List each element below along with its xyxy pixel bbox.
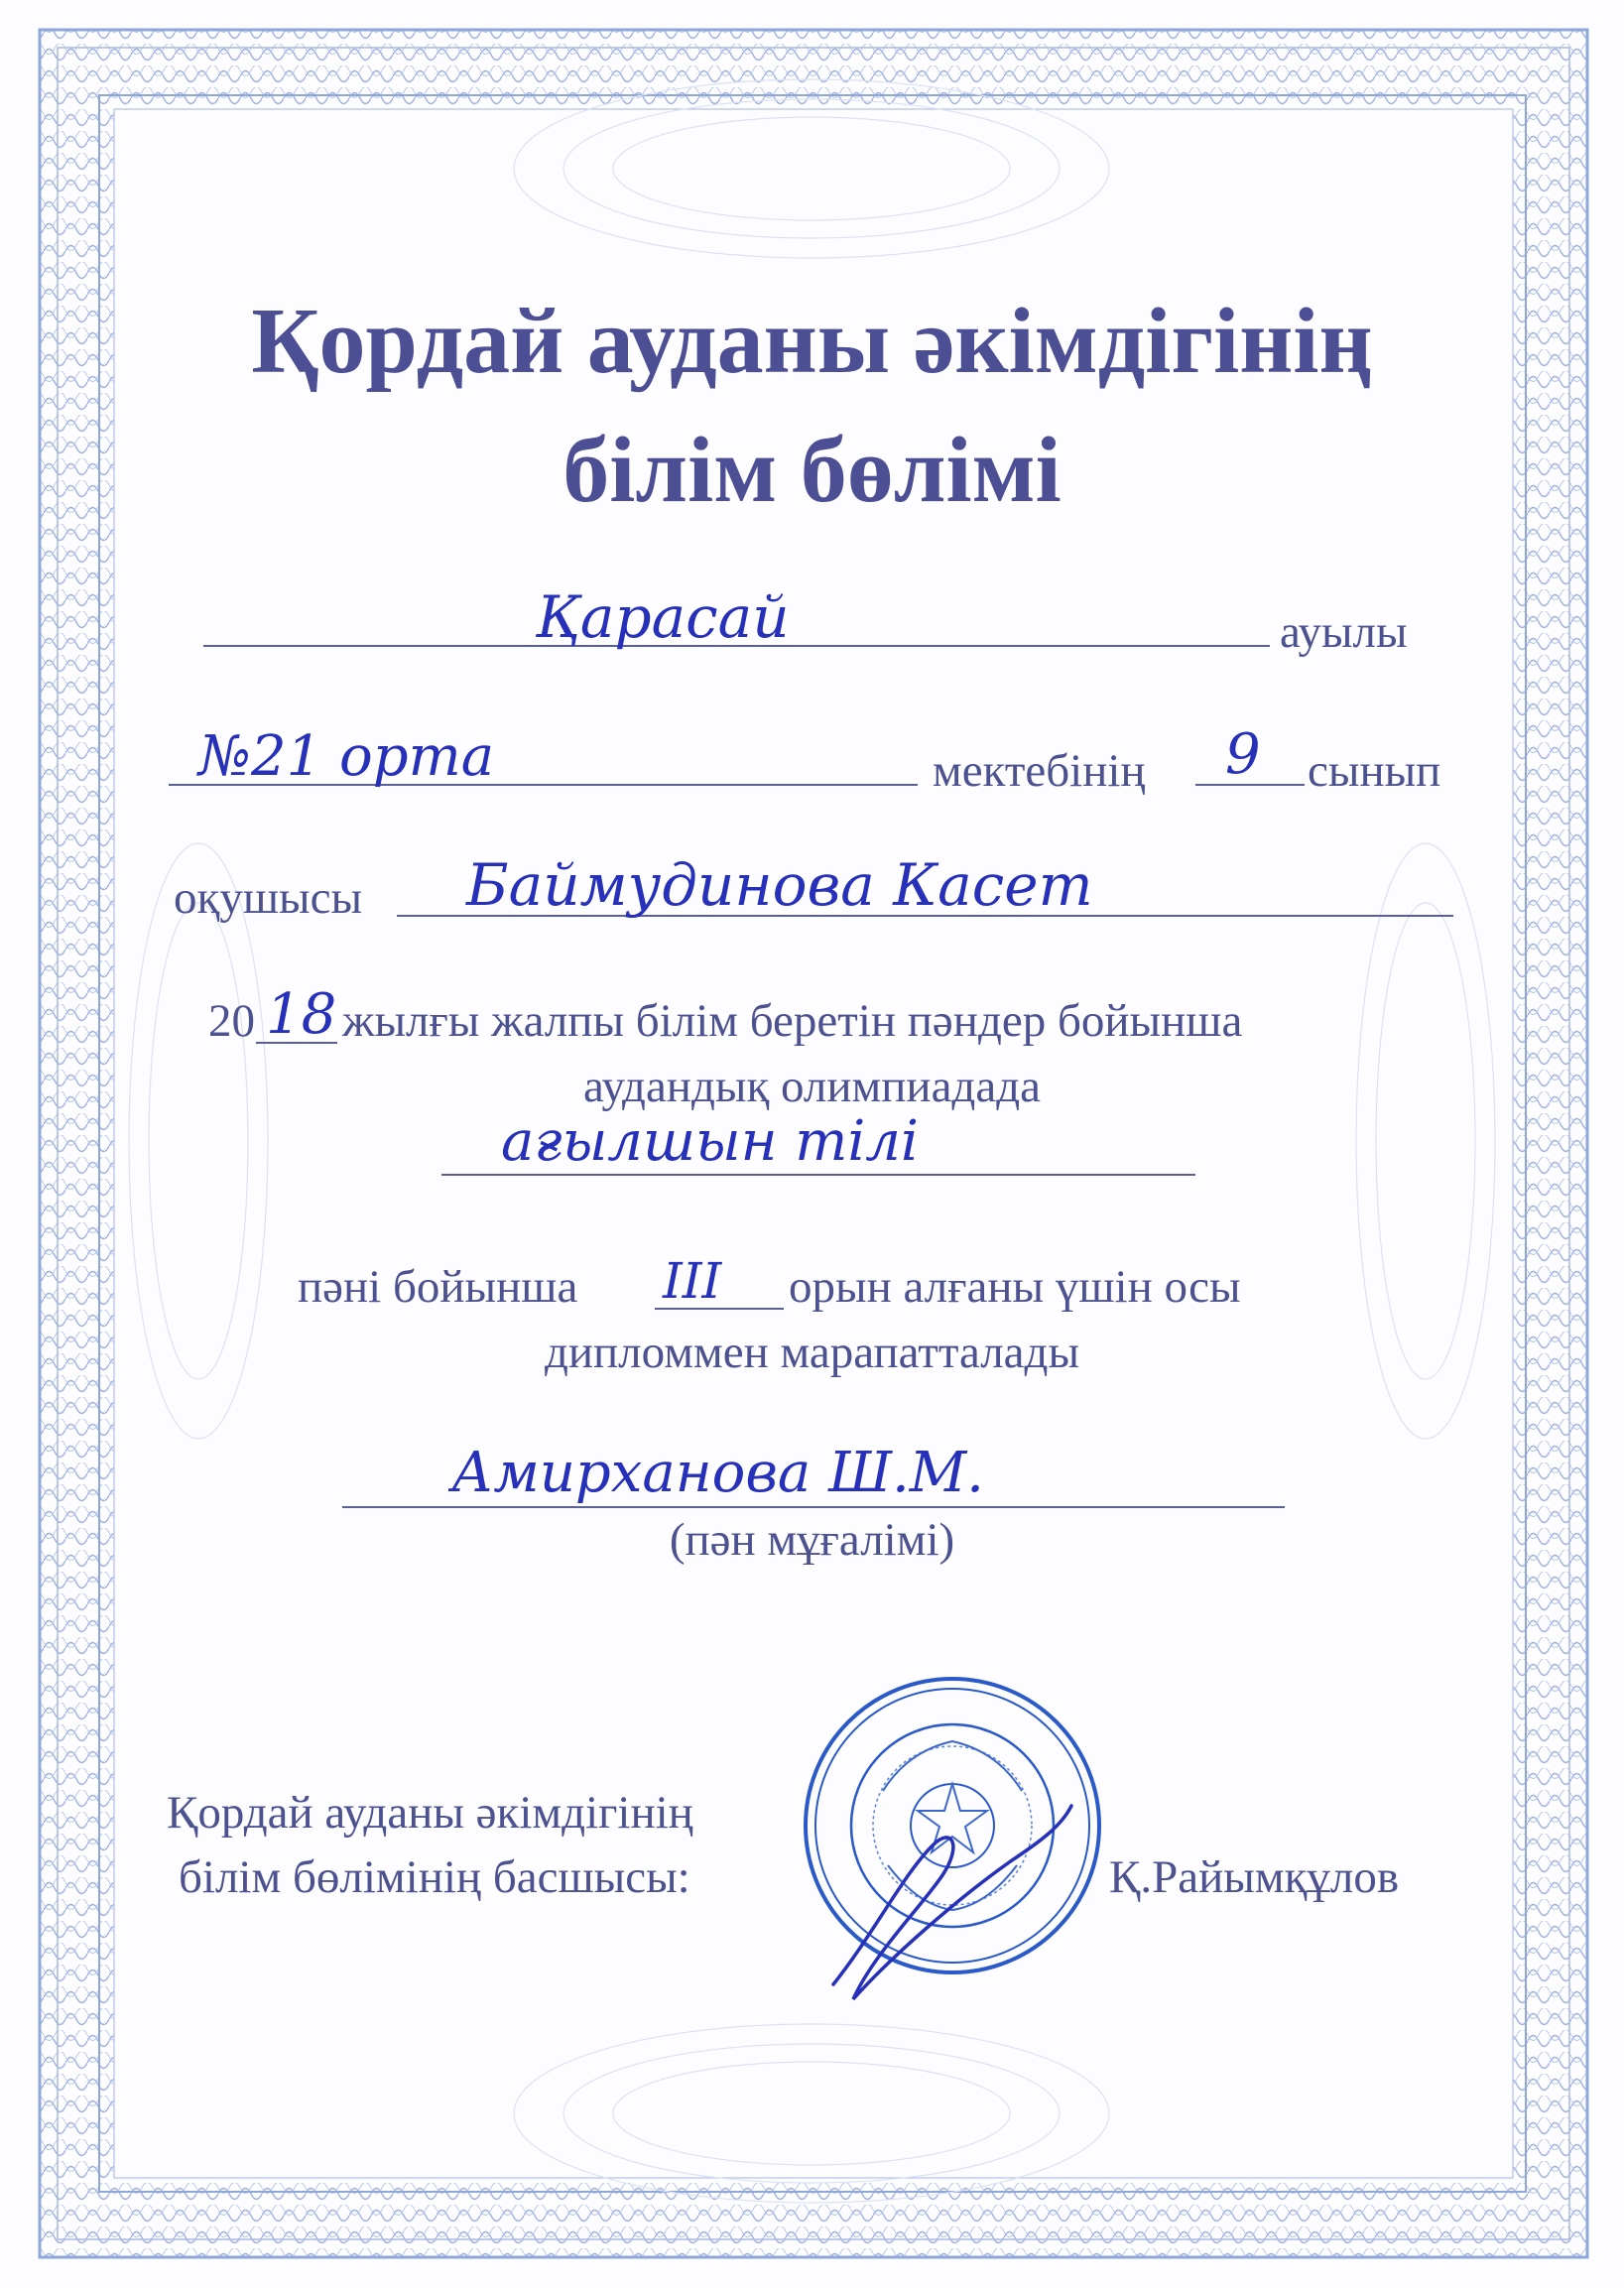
award-text: дипломмен марапатталады bbox=[544, 1327, 1080, 1378]
head-title-line-2: білім бөлімінің басшысы: bbox=[179, 1851, 690, 1903]
head-name: Қ.Райымқұлов bbox=[1109, 1851, 1400, 1903]
head-title-line-1: Қордай ауданы әкімдігінің bbox=[167, 1787, 693, 1839]
year-prefix: 20 bbox=[208, 995, 255, 1047]
school-label: мектебінің bbox=[933, 745, 1146, 797]
teacher-underline bbox=[342, 1506, 1285, 1508]
place-handwritten: III bbox=[663, 1252, 722, 1310]
teacher-label: (пән мұғалімі) bbox=[669, 1514, 955, 1566]
grade-label: сынып bbox=[1308, 745, 1441, 797]
subject-handwritten: ағылшын тілі bbox=[501, 1109, 919, 1174]
village-handwritten: Қарасай bbox=[536, 583, 790, 651]
grade-handwritten: 9 bbox=[1225, 722, 1261, 787]
head-signature-icon bbox=[813, 1786, 1091, 2014]
year-handwritten: 18 bbox=[266, 982, 337, 1047]
subject-label: пәні бойынша bbox=[298, 1261, 578, 1313]
school-handwritten: №21 орта bbox=[198, 724, 495, 789]
pupil-handwritten: Баймудинова Касет bbox=[466, 851, 1093, 919]
olympiad-text: аудандық олимпиадада bbox=[583, 1061, 1041, 1112]
subject-underline bbox=[441, 1174, 1195, 1176]
pupil-label: оқушысы bbox=[174, 872, 363, 924]
title-line-2: білім бөлімі bbox=[562, 419, 1062, 522]
year-suffix-text: жылғы жалпы білім беретін пәндер бойынша bbox=[342, 995, 1243, 1047]
village-label: ауылы bbox=[1280, 606, 1408, 658]
place-label: орын алғаны үшін осы bbox=[789, 1261, 1241, 1313]
teacher-handwritten: Амирханова Ш.М. bbox=[451, 1441, 984, 1505]
title-line-1: Қордай ауданы әкімдігінің bbox=[251, 290, 1373, 393]
